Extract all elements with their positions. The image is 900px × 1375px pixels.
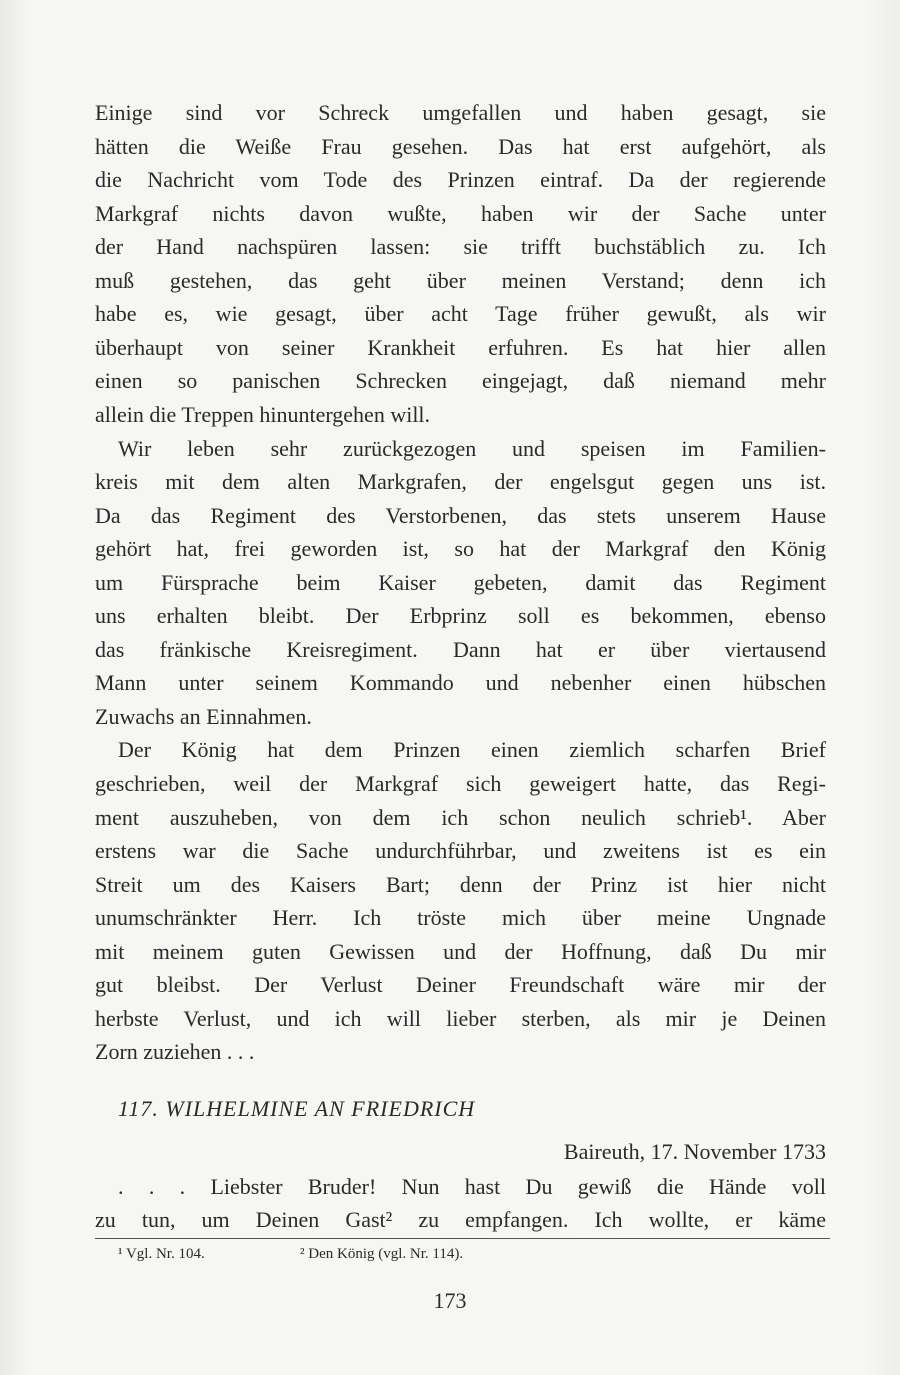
letter-date: Baireuth, 17. November 1733 [563,1139,826,1164]
body-line: kreis mit dem alten Markgrafen, der engelsgut gegen uns ist. [95,469,826,495]
footnote-1: ¹ Vgl. Nr. 104. [118,1246,205,1262]
body-line: erstens war die Sache undurchführbar, und zweitens ist es ein [95,838,826,864]
body-line: Einige sind vor Schreck umgefallen und haben gesagt, sie [95,100,826,125]
body-line: habe es, wie gesagt, über acht Tage früher gewußt, als wir [95,301,826,327]
body-line: hätten die Weiße Frau gesehen. Das hat erst aufgehört, als [95,133,826,159]
body-line: allein die Treppen hinuntergehen will. [95,401,431,427]
body-line: herbste Verlust, und ich will lieber sterben, als mir je Deinen [95,1005,826,1031]
body-line: das fränkische Kreisregiment. Dann hat er über viertausend [95,636,826,662]
letter-line: . . . Liebster Bruder! Nun hast Du gewiß die Hände voll [118,1174,826,1199]
body-line: unumschränkter Herr. Ich tröste mich über meine Ungnade [95,905,826,931]
body-line: ment auszuheben, von dem ich schon neulich schrieb¹. Aber [95,804,826,830]
footnote-divider [95,1238,830,1239]
body-line: einen so panischen Schrecken eingejagt, daß niemand mehr [95,368,826,394]
footnote-2: ² Den König (vgl. Nr. 114). [300,1246,464,1262]
body-line: gut bleibst. Der Verlust Deiner Freundschaft wäre mir der [95,972,826,998]
body-line: Mann unter seinem Kommando und nebenher einen hübschen [95,670,826,696]
body-line: Zuwachs an Einnahmen. [95,703,312,729]
body-line: Wir leben sehr zurückgezogen und speisen im Familien- [118,435,826,461]
body-line: gehört hat, frei geworden ist, so hat der Markgraf den König [95,536,826,562]
body-line: Der König hat dem Prinzen einen ziemlich scharfen Brief [118,737,826,763]
body-line: Markgraf nichts davon wußte, haben wir der Sache unter [95,200,826,226]
body-line: Streit um des Kaisers Bart; denn der Prinz ist hier nicht [95,871,826,897]
body-line: um Fürsprache beim Kaiser gebeten, damit das Regiment [95,569,826,595]
letter-line: zu tun, um Deinen Gast² zu empfangen. Ich wollte, er käme [95,1207,826,1232]
body-line: mit meinem guten Gewissen und der Hoffnung, daß Du mir [95,938,826,964]
body-line: überhaupt von seiner Krankheit erfuhren. Es hat hier allen [95,334,826,360]
body-line: uns erhalten bleibt. Der Erbprinz soll es bekommen, ebenso [95,603,826,629]
body-line: muß gestehen, das geht über meinen Verstand; denn ich [95,267,826,293]
body-line: Zorn zuziehen . . . [95,1039,255,1065]
body-line: Da das Regiment des Verstorbenen, das stets unserem Hause [95,502,826,528]
body-line: geschrieben, weil der Markgraf sich geweigert hatte, das Regi- [95,771,826,796]
page-number: 173 [433,1288,467,1313]
letter-heading: 117. WILHELMINE AN FRIEDRICH [118,1096,476,1121]
body-line: der Hand nachspüren lassen: sie trifft buchstäblich zu. Ich [95,234,826,260]
body-line: die Nachricht vom Tode des Prinzen eintraf. Da der regierende [95,167,826,193]
